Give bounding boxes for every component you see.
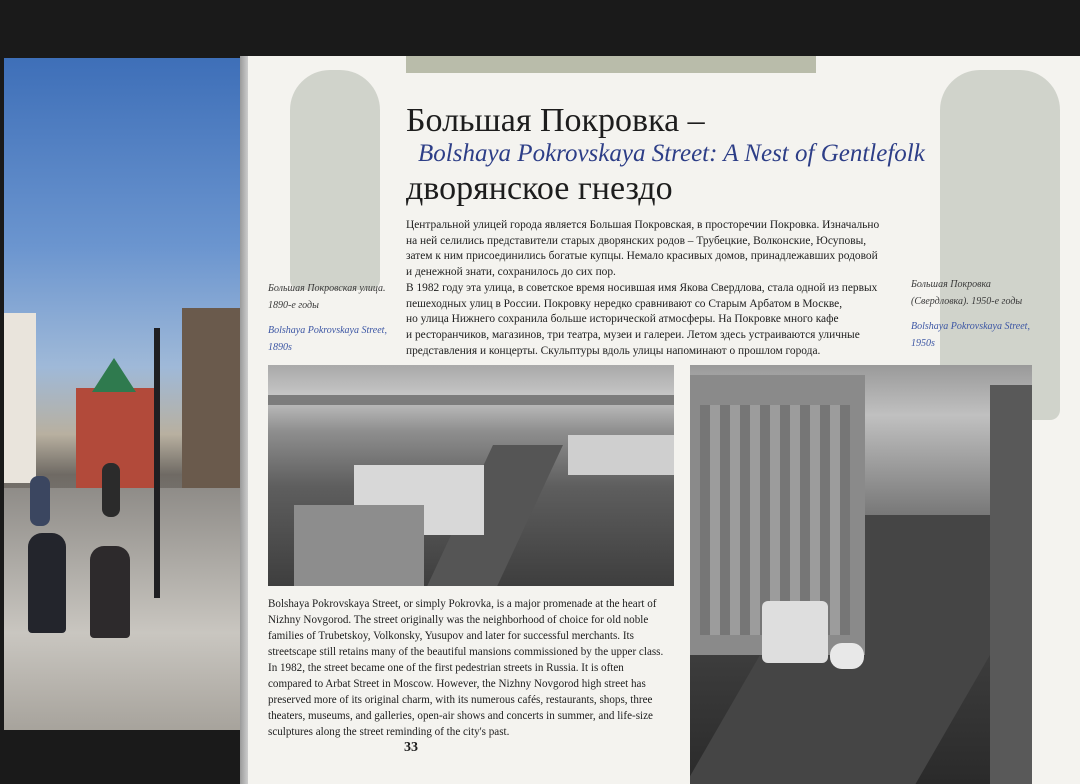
caption-ru: Большая Покровская улица. (268, 283, 386, 294)
photo-person (28, 533, 66, 633)
title-russian-line1: Большая Покровка – (406, 102, 705, 139)
caption-ru: (Свердловка). 1950-е годы (911, 296, 1023, 307)
intro-line: представления и концерты. Скульптуры вдоль улицы напоминают о прошлом города. (406, 344, 821, 357)
photo-building (990, 385, 1032, 784)
body-line: Nizhny Novgorod. The street originally was the neighborhood of choice for old noble (268, 614, 649, 626)
intro-line: но улица Нижнего сохранила больше исторической атмосферы. На Покровке много кафе (406, 313, 839, 326)
intro-russian (406, 218, 906, 359)
caption-en: 1890s (268, 342, 292, 353)
caption-left (268, 280, 398, 356)
intro-line: Центральной улицей города является Большая Покровская, в просторечии Покровка. Изначально (406, 219, 880, 231)
header-bar (406, 56, 816, 73)
photo-1950s (690, 365, 1032, 784)
photo-horizon (268, 395, 674, 405)
photo-street-lamp (154, 328, 160, 598)
body-line: preserved more of its original charm, with its numerous cafés, restaurants, shops, three (268, 694, 653, 706)
left-page-photo (4, 58, 240, 730)
photo-tower-roof (92, 358, 136, 392)
intro-line: затем к ним присоединились богатые купцы. Немало красивых домов, принадлежавших родовой (406, 250, 878, 263)
caption-ru: Большая Покровка (911, 279, 991, 290)
photo-building (568, 435, 674, 475)
caption-en: Bolshaya Pokrovskaya Street, (911, 321, 1030, 332)
photo-person (102, 463, 120, 517)
page-number: 33 (404, 740, 418, 755)
caption-right (911, 276, 1051, 352)
photo-person (90, 546, 130, 638)
photo-building (294, 505, 424, 586)
body-line: compared to Arbat Street in Moscow. However, the Nizhny Novgorod high street has (268, 678, 646, 690)
photo-1890s (268, 365, 674, 586)
photo-person (30, 476, 50, 526)
body-line: streetscape still retains many of the beautiful mansions commissioned by the upper class. (268, 646, 664, 658)
intro-line: на ней селились представители старых дворянских родов – Трубецкие, Волконские, Юсуповы, (406, 234, 867, 247)
caption-en: 1950s (911, 338, 935, 349)
sculpture-silhouette-left (290, 70, 380, 290)
body-line: In 1982, the street became one of the first pedestrian streets in Russia. It is often (268, 662, 624, 674)
body-english (268, 596, 674, 740)
intro-line: пешеходных улиц в России. Покровку нередко сравнивают со Старым Арбатом в Москве, (406, 297, 843, 310)
title-russian-line2: дворянское гнездо (406, 170, 673, 207)
intro-line: В 1982 году эта улица, в советское время носившая имя Якова Свердлова, стала одной из первых (406, 281, 878, 294)
intro-line: и денежной знати, сохранилось до сих пор. (406, 266, 616, 279)
photo-bus (762, 601, 828, 663)
body-line: theaters, museums, and galleries, open-air shows and concerts in summer, and life-size (268, 710, 653, 722)
body-line: Bolshaya Pokrovskaya Street, or simply Pokrovka, is a major promenade at the heart of (268, 598, 657, 610)
caption-en: Bolshaya Pokrovskaya Street, (268, 325, 387, 336)
intro-line: и ресторанчиков, магазинов, три театра, музеи и галереи. Летом здесь устраиваются уличные (406, 328, 860, 341)
body-line: sculptures along the street reminding of the city's past. (268, 726, 510, 738)
body-line: families of Trubetskoy, Volkonsky, Yusupov and later for successful merchants. Its (268, 630, 634, 642)
title-english: Bolshaya Pokrovskaya Street: A Nest of Gentlefolk (418, 140, 925, 167)
photo-car (830, 643, 864, 669)
caption-ru: 1890-е годы (268, 300, 319, 311)
photo-building (4, 313, 36, 483)
